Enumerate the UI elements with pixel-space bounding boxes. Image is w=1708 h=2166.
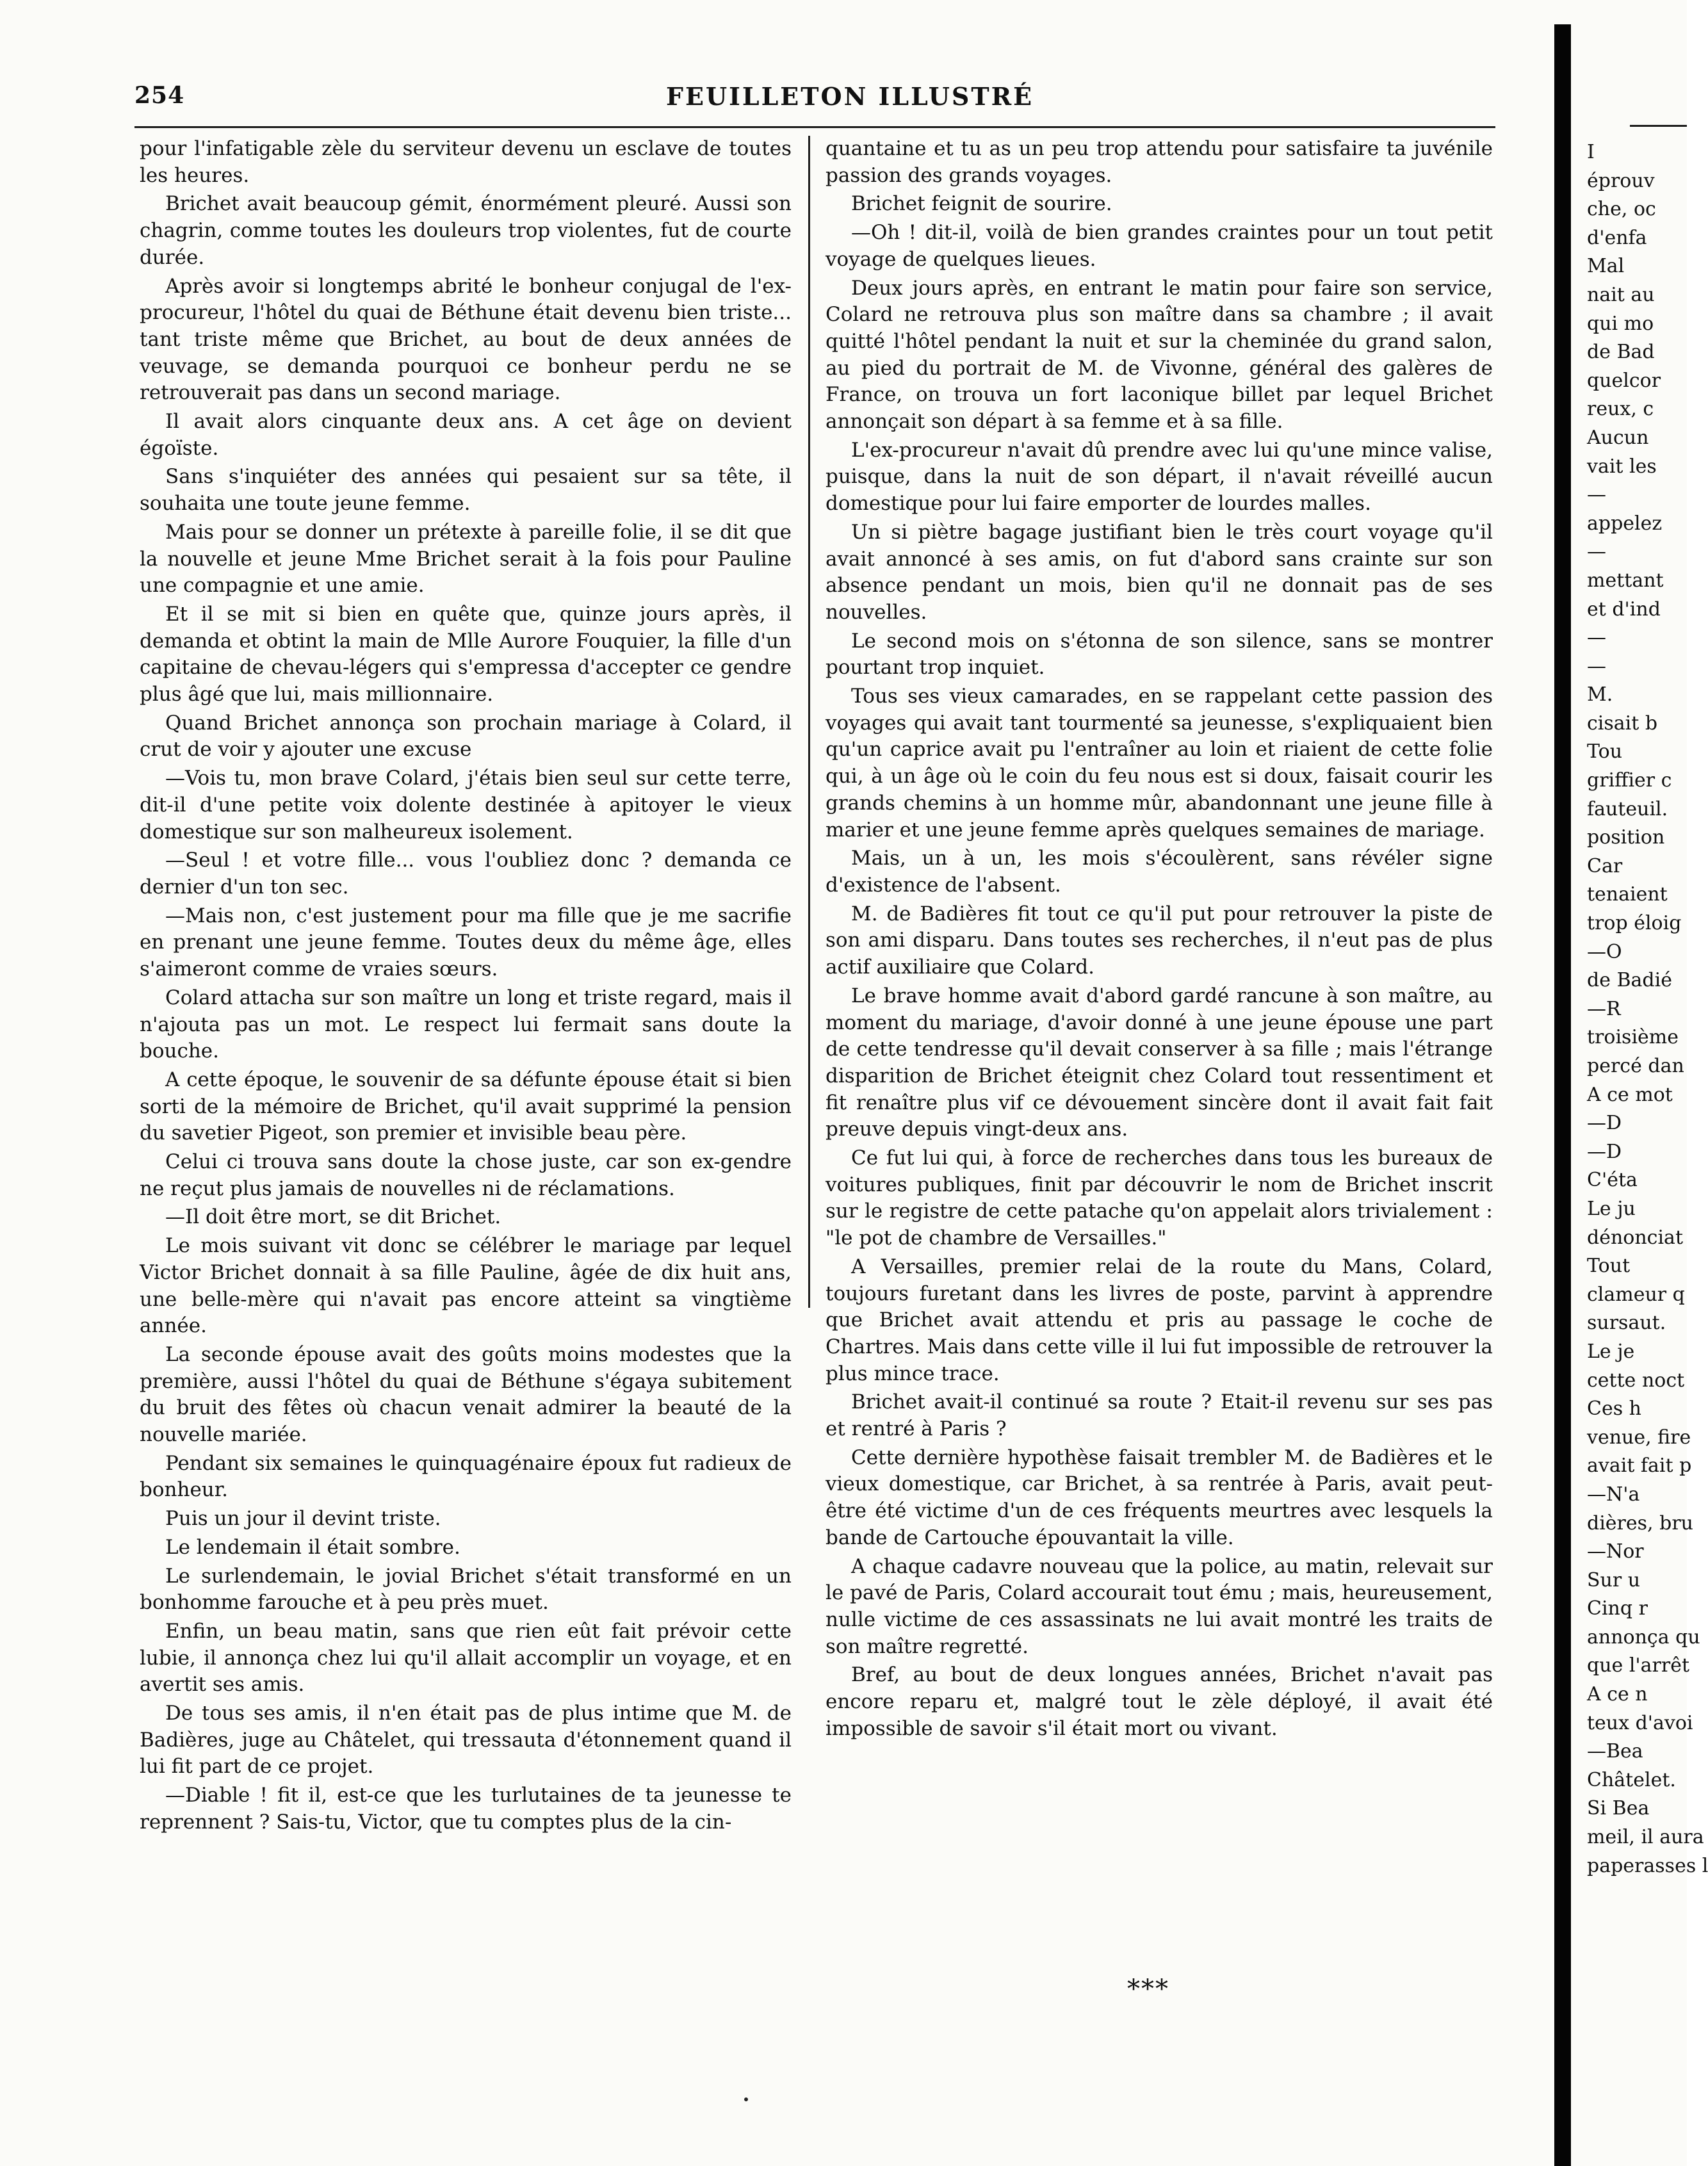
paragraph: Brichet avait beaucoup gémit, énormément pleuré. Aussi son chagrin, comme toutes les douleurs trop violentes, fut de courte durée. xyxy=(140,192,792,269)
paragraph: A cette époque, le souvenir de sa défunte épouse était si bien sorti de la mémoire de Brichet, qu'il avait supprimé la pension du savetier Pigeot, son premier et invisible beau père. xyxy=(140,1068,792,1145)
paragraph: De tous ses amis, il n'en était pas de plus intime que M. de Badières, juge au Châtelet, qui tressauta d'étonnement quand il lui fit part de ce projet. xyxy=(140,1702,792,1779)
fragment-line: che, oc xyxy=(1587,198,1656,221)
fragment-line: — xyxy=(1587,626,1606,649)
fragment-line: —N'a xyxy=(1587,1483,1640,1506)
fragment-line: Sur u xyxy=(1587,1568,1641,1592)
paragraph: Cette dernière hypothèse faisait trembler M. de Badières et le vieux domestique, car Brichet, à sa rentrée à Paris, avait peut-être été victime d'un de ces fréquents meurtres avec lesquels la bande de Cartouche épouvantait la ville. xyxy=(826,1445,1493,1549)
fragment-line: Si Bea xyxy=(1587,1797,1650,1820)
fragment-line: cisait b xyxy=(1587,712,1658,735)
fragment-line: appelez xyxy=(1587,512,1663,535)
paragraph: Puis un jour il devint triste. xyxy=(165,1507,441,1531)
fragment-line: éprouv xyxy=(1587,169,1655,192)
fragment-line: nait au xyxy=(1587,283,1655,306)
paragraph: Le lendemain il était sombre. xyxy=(165,1535,460,1559)
paragraph: A Versailles, premier relai de la route du Mans, Colard, toujours furetant dans les livres de poste, parvint à apprendre que Brichet avait attendu et pris au passage le coche de Chartres. Mais dans cette ville il lui fut impossible de retrouver la plus mince trace. xyxy=(826,1255,1493,1385)
left-column xyxy=(140,136,792,1838)
fragment-line: Mal xyxy=(1587,255,1625,278)
paragraph: Le second mois on s'étonna de son silence, sans se montrer pourtant trop inquiet. xyxy=(826,629,1493,680)
paragraph: Il avait alors cinquante deux ans. A cet âge on devient égoïste. xyxy=(140,410,792,460)
fragment-line: —R xyxy=(1587,997,1621,1020)
fragment-line: cette noct xyxy=(1587,1369,1685,1392)
paragraph: Après avoir si longtemps abrité le bonheur conjugal de l'ex-procureur, l'hôtel du quai de Béthune était devenu bien triste... tant triste même que Brichet, au bout de deux années de veuvage, se demanda pourquoi ce bonheur perdu ne se retrouverait pas dans un second mariage. xyxy=(140,274,792,405)
paragraph: pour l'infatigable zèle du serviteur devenu un esclave de toutes les heures. xyxy=(140,137,792,187)
fragment-line: —Bea xyxy=(1587,1740,1643,1763)
paragraph: Le mois suivant vit donc se célébrer le mariage par lequel Victor Brichet donnait à sa fille Pauline, âgée de dix huit ans, une belle-mère qui n'avait pas encore atteint sa vingtième année. xyxy=(140,1234,792,1338)
fragment-line: et d'ind xyxy=(1587,598,1661,621)
paragraph: —Il doit être mort, se dit Brichet. xyxy=(165,1205,501,1229)
paragraph: Ce fut lui qui, à force de recherches dans tous les bureaux de voitures publiques, finit par découvrir le nom de Brichet inscrit sur le registre de cette patache qu'on appelait alors trivialement : "le pot de chambre de Versailles." xyxy=(826,1146,1493,1250)
fragment-line: quelcor xyxy=(1587,369,1661,392)
fragment-line: meil, il aura xyxy=(1587,1826,1704,1849)
paragraph: Brichet avait-il continué sa route ? Etait-il revenu sur ses pas et rentré à Paris ? xyxy=(826,1390,1493,1441)
paragraph: Celui ci trouva sans doute la chose juste, car son ex-gendre ne reçut plus jamais de nouvelles ni de réclamations. xyxy=(140,1150,792,1200)
paragraph: Colard attacha sur son maître un long et triste regard, mais il n'ajouta pas un mot. Le respect lui fermait sans doute la bouche. xyxy=(140,986,792,1063)
paragraph: —Diable ! fit il, est-ce que les turlutaines de ta jeunesse te reprennent ? Sais-tu, Victor, que tu comptes plus de la cin- xyxy=(140,1784,792,1834)
fragment-line: troisième xyxy=(1587,1026,1679,1049)
paragraph: quantaine et tu as un peu trop attendu pour satisfaire ta juvénile passion des grands voyages. xyxy=(826,137,1493,187)
fragment-line: avait fait p xyxy=(1587,1454,1692,1478)
fragment-line: fauteuil. xyxy=(1587,797,1668,820)
fragment-line: —D xyxy=(1587,1140,1622,1163)
header-rule xyxy=(134,126,1495,128)
paragraph: L'ex-procureur n'avait dû prendre avec lui qu'une mince valise, puisque, dans la nuit de son départ, il n'avait réveillé aucun domestique pour lui faire emporter de lourdes malles. xyxy=(826,438,1493,516)
fragment-line: —Nor xyxy=(1587,1540,1644,1563)
fragment-line: d'enfa xyxy=(1587,226,1647,249)
fragment-line: dières, bru xyxy=(1587,1511,1693,1535)
paragraph: Enfin, un beau matin, sans que rien eût fait prévoir cette lubie, il annonça chez lui qu'il allait accomplir un voyage, et en avertit ses amis. xyxy=(140,1619,792,1697)
fragment-line: venue, fire xyxy=(1587,1426,1691,1449)
fragment-line: annonça qu xyxy=(1587,1625,1700,1649)
fragment-line: clameur q xyxy=(1587,1283,1685,1306)
paragraph: Deux jours après, en entrant le matin pour faire son service, Colard ne retrouva plus son maître dans sa chambre ; il avait quitté l'hôtel pendant la nuit et sur la cheminée du grand salon, au pied du portrait de M. de Vivonne, général des galères de France, on trouva un fort laconique billet par lequel Brichet annonçait son départ à sa femme et à sa fille. xyxy=(826,276,1493,434)
fragment-line: Tout xyxy=(1587,1255,1631,1278)
paragraph: La seconde épouse avait des goûts moins modestes que la première, aussi l'hôtel du quai de Béthune s'égaya subitement du bruit des fêtes où chacun venait admirer la beauté de la nouvelle mariée. xyxy=(140,1342,792,1447)
fragment-line: A ce mot xyxy=(1587,1083,1673,1106)
fragment-line: —O xyxy=(1587,940,1622,963)
fragment-line: que l'arrêt xyxy=(1587,1654,1690,1677)
paragraph: Le surlendemain, le jovial Brichet s'était transformé en un bonhomme farouche et à peu près muet. xyxy=(140,1564,792,1615)
fragment-line: A ce n xyxy=(1587,1683,1648,1706)
fragment-line: Cinq r xyxy=(1587,1597,1648,1620)
next-page-fragment xyxy=(1587,138,1708,1880)
fragment-line: dénonciat xyxy=(1587,1226,1683,1249)
fragment-line: —D xyxy=(1587,1112,1622,1135)
fragment-line: Le ju xyxy=(1587,1197,1636,1220)
paragraph: Tous ses vieux camarades, en se rappelant cette passion des voyages qui avait tant tourmenté sa jeunesse, s'expliquaient bien qu'un caprice avait pu l'entraîner au loin et riaient de cette folie qui, à un âge où le coin du feu nous est si doux, faisait courir les grands chemins à un homme mûr, abandonnant une jeune fille à marier et une jeune femme après quelques semaines de mariage. xyxy=(826,685,1493,842)
fragment-line: Le je xyxy=(1587,1340,1635,1363)
fragment-line: position xyxy=(1587,826,1665,849)
fragment-line: vait les xyxy=(1587,455,1657,478)
ink-dot xyxy=(744,2097,748,2101)
fragment-line: de Bad xyxy=(1587,341,1655,364)
paragraph: Le brave homme avait d'abord gardé rancune à son maître, au moment du mariage, d'avoir donné à une jeune épouse une part de cette tendresse qu'il devait conserver à sa fille ; mais l'étrange disparition de Brichet éteignit chez Colard tout ressentiment et fit renaître plus vif ce dévouement sincère dont il avait fait fait preuve depuis vingt-deux ans. xyxy=(826,984,1493,1141)
fragment-line: paperasses l xyxy=(1587,1854,1708,1877)
paragraph: Mais, un à un, les mois s'écoulèrent, sans révéler signe d'existence de l'absent. xyxy=(826,847,1493,897)
paragraph: M. de Badières fit tout ce qu'il put pour retrouver la piste de son ami disparu. Dans toutes ses recherches, il n'eut pas de plus actif auxiliaire que Colard. xyxy=(826,902,1493,979)
column-divider xyxy=(808,136,810,1308)
right-column xyxy=(826,136,1493,1744)
fragment-line: sursaut. xyxy=(1587,1312,1666,1335)
paragraph: A chaque cadavre nouveau que la police, au matin, relevait sur le pavé de Paris, Colard accourait tout ému ; mais, heureusement, nulle victime de ces assassinats ne lui avait montré les traits de son maître regretté. xyxy=(826,1554,1493,1658)
fragment-line: Tou xyxy=(1587,740,1623,763)
paragraph: Bref, au bout de deux longues années, Brichet n'avait pas encore reparu et, malgré tout le zèle déployé, il avait été impossible de savoir s'il était mort ou vivant. xyxy=(826,1663,1493,1740)
fragment-line: teux d'avoi xyxy=(1587,1711,1693,1734)
fragment-line: — xyxy=(1587,484,1606,507)
fragment-line: mettant xyxy=(1587,569,1664,592)
paragraph: Quand Brichet annonça son prochain mariage à Colard, il crut de voir y ajouter une excuse xyxy=(140,711,792,761)
fragment-line: Châtelet. xyxy=(1587,1768,1676,1791)
running-title: FEUILLETON ILLUSTRÉ xyxy=(666,82,1034,111)
paragraph: Sans s'inquiéter des années qui pesaient sur sa tête, il souhaita une toute jeune femme. xyxy=(140,465,792,516)
fragment-line: griffier c xyxy=(1587,769,1672,792)
page-gutter-shadow xyxy=(1554,24,1571,2166)
paragraph: —Mais non, c'est justement pour ma fille que je me sacrifie en prenant une jeune femme. Toutes deux du même âge, elles s'aimeront comme de vraies sœurs. xyxy=(140,904,792,981)
section-break: *** xyxy=(1127,1975,1169,2004)
page-number: 254 xyxy=(134,82,185,109)
fragment-line: tenaient xyxy=(1587,883,1668,906)
paragraph: Et il se mit si bien en quête que, quinze jours après, il demanda et obtint la main de Mlle Aurore Fouquier, la fille d'un capitaine de chevau-légers qui s'empressa d'accepter ce gendre plus âgé que lui, mais millionnaire. xyxy=(140,602,792,706)
fragment-line: trop éloig xyxy=(1587,912,1682,935)
paragraph: —Oh ! dit-il, voilà de bien grandes craintes pour un tout petit voyage de quelques lieues. xyxy=(826,221,1493,271)
fragment-line: — xyxy=(1587,655,1606,678)
paragraph: Un si piètre bagage justifiant bien le très court voyage qu'il avait annoncé à ses amis, on fut d'abord sans crainte sur son absence pendant un mois, bien qu'il ne donnait pas de ses nouvelles. xyxy=(826,520,1493,624)
paragraph: Pendant six semaines le quinquagénaire époux fut radieux de bonheur. xyxy=(140,1451,792,1502)
next-page-header-rule xyxy=(1630,125,1687,127)
paragraph: Mais pour se donner un prétexte à pareille folie, il se dit que la nouvelle et jeune Mme Brichet serait à la fois pour Pauline une compagnie et une amie. xyxy=(140,520,792,598)
fragment-line: C'éta xyxy=(1587,1169,1638,1192)
fragment-line: — xyxy=(1587,541,1606,564)
paragraph: —Seul ! et votre fille... vous l'oubliez donc ? demanda ce dernier d'un ton sec. xyxy=(140,849,792,899)
fragment-line: M. xyxy=(1587,683,1613,706)
fragment-line: reux, c xyxy=(1587,398,1654,421)
fragment-line: Ces h xyxy=(1587,1397,1641,1421)
fragment-line: percé dan xyxy=(1587,1055,1684,1077)
fragment-line: Car xyxy=(1587,854,1623,877)
fragment-line: qui mo xyxy=(1587,312,1654,335)
fragment-line: I xyxy=(1587,141,1595,163)
paragraph: —Vois tu, mon brave Colard, j'étais bien seul sur cette terre, dit-il d'une petite voix dolente destinée à apitoyer le vieux domestique sur son malheureux isolement. xyxy=(140,767,792,843)
fragment-line: de Badié xyxy=(1587,969,1672,992)
fragment-line: Aucun xyxy=(1587,426,1649,449)
paragraph: Brichet feignit de sourire. xyxy=(851,192,1112,216)
